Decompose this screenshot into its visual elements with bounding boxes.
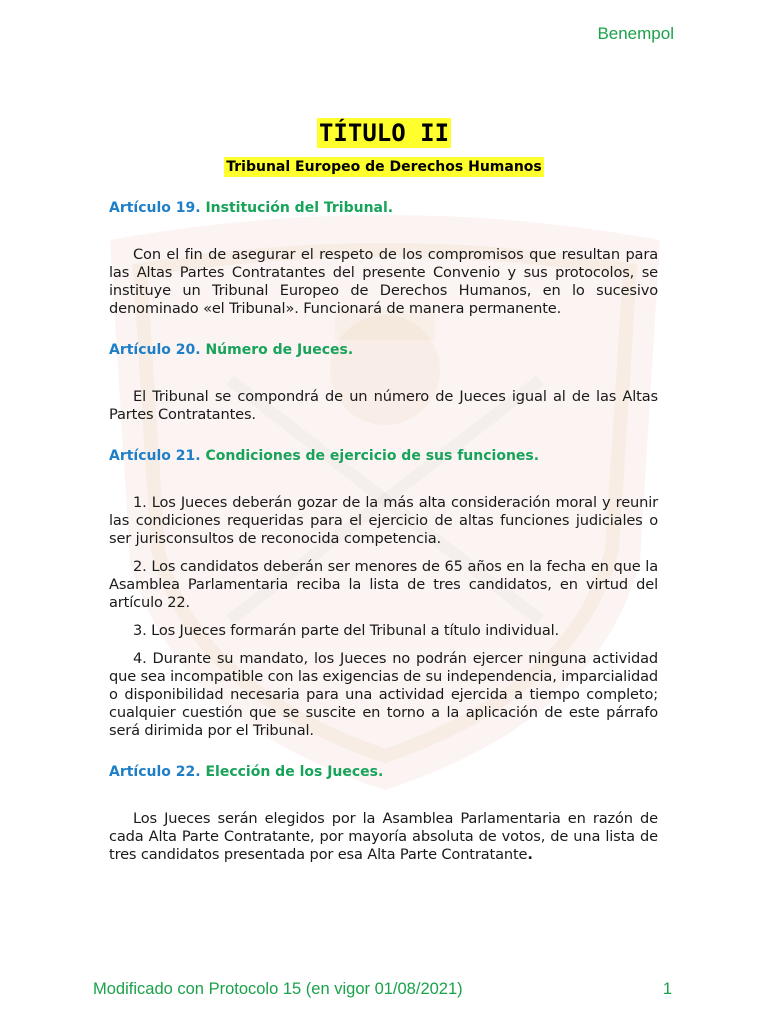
article-paragraph: [109, 810, 658, 864]
article-heading: [109, 446, 658, 466]
page-title: TÍTULO II: [318, 119, 450, 147]
article-number: Artículo 21.: [109, 448, 201, 464]
article-number: Artículo 19.: [109, 200, 201, 216]
article-paragraph: 2. Los candidatos deberán ser menores de 65 años en la fecha en que la Asamblea Parlamentaria reciba la lista de tres candidatos, en virtud del artículo 22.: [109, 558, 658, 611]
page-number: 1: [662, 980, 672, 998]
article-heading: [109, 762, 658, 782]
article-title: Condiciones de ejercicio de sus funciones.: [205, 448, 540, 464]
article-heading: [109, 340, 658, 360]
article-title: Número de Jueces.: [205, 342, 354, 358]
article-heading: [109, 198, 658, 218]
article-title: Institución del Tribunal.: [205, 200, 394, 216]
article-number: Artículo 22.: [109, 764, 201, 780]
article-title: Elección de los Jueces.: [205, 764, 384, 780]
title-block: [0, 118, 768, 177]
article-paragraph: Con el fin de asegurar el respeto de los compromisos que resultan para las Altas Partes Contratantes del presente Convenio y sus protocolos, se instituye un Tribunal Europeo de Derechos Humanos, en lo sucesivo denominado «el Tribunal». Funcionará de manera permanente.: [109, 246, 658, 317]
page-subtitle: Tribunal Europeo de Derechos Humanos: [226, 159, 542, 175]
article-paragraph: 1. Los Jueces deberán gozar de la más alta consideración moral y reunir las condiciones requeridas para el ejercicio de altas funciones judiciales o ser jurisconsultos de reconocida competencia.: [109, 494, 658, 547]
article-paragraph: 4. Durante su mandato, los Jueces no podrán ejercer ninguna actividad que sea incompatible con las exigencias de su independencia, imparcialidad o disponibilidad necesaria para una actividad ejercida a tiempo completo; cualquier cuestión que se suscite en torno a la aplicación de este párrafo será dirimida por el Tribunal.: [109, 650, 658, 739]
article-number: Artículo 20.: [109, 342, 201, 358]
header-brand: Benempol: [597, 24, 674, 43]
footer-note: Modificado con Protocolo 15 (en vigor 01/08/2021): [93, 980, 463, 998]
article-paragraph: 3. Los Jueces formarán parte del Tribunal a título individual.: [133, 622, 560, 639]
article-paragraph-text: Los Jueces serán elegidos por la Asamblea Parlamentaria en razón de cada Alta Parte Contratante, por mayoría absoluta de votos, de una lista de tres candidatos presentada por esa Alta Parte Contratante: [109, 810, 658, 863]
article-paragraph-end-mark: .: [527, 846, 533, 863]
article-paragraph: El Tribunal se compondrá de un número de Jueces igual al de las Altas Partes Contratantes.: [109, 388, 658, 423]
document-body: [109, 198, 658, 864]
